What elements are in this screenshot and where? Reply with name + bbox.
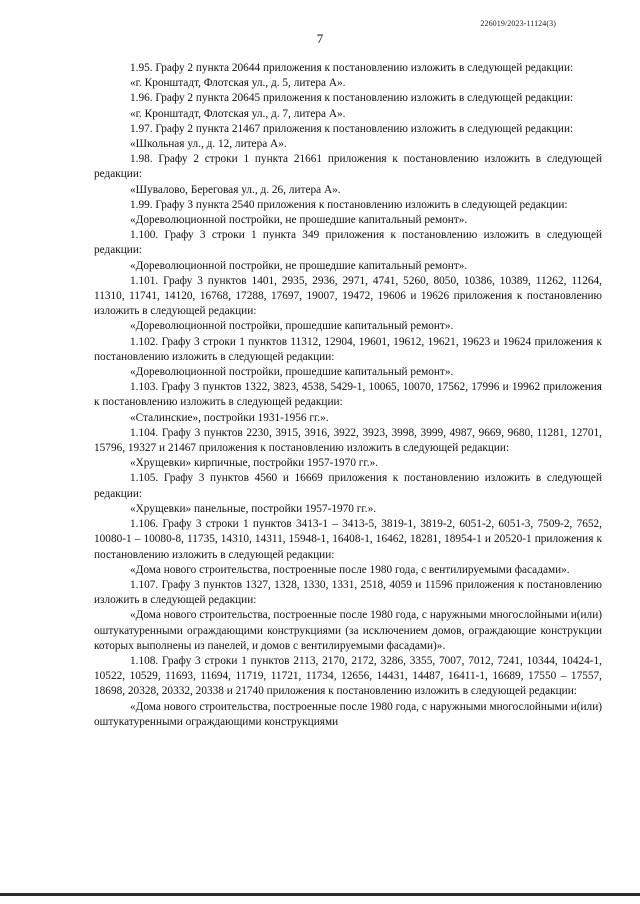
quote-1-105: «Хрущевки» панельные, постройки 1957-1970 гг.». — [130, 502, 377, 515]
page-number: 7 — [316, 31, 324, 46]
document-body — [94, 61, 602, 730]
quote-1-106: «Дома нового строительства, построенные после 1980 года, с вентилируемыми фасадами». — [130, 563, 570, 576]
paragraph-1-103: 1.103. Графу 3 пунктов 1322, 3823, 4538, 5429-1, 10065, 10070, 17562, 17996 и 19962 приложения к постановлению изложить в следующей редакции: — [94, 381, 602, 409]
quote-1-95: «г. Кронштадт, Флотская ул., д. 5, литера А». — [130, 77, 346, 90]
paragraph-1-107: 1.107. Графу 3 пунктов 1327, 1328, 1330, 1331, 2518, 4059 и 11596 приложения к постановлению изложить в следующей редакции: — [94, 578, 602, 607]
quote-1-96: «г. Кронштадт, Флотская ул., д. 7, литера А». — [130, 107, 346, 120]
quote-1-97: «Школьная ул., д. 12, литера А». — [130, 138, 287, 151]
paragraph-1-96: 1.96. Графу 2 пункта 20645 приложения к постановлению изложить в следующей редакции: — [130, 92, 574, 105]
paragraph-1-106: 1.106. Графу 3 строки 1 пунктов 3413-1 – 3413-5, 3819-1, 3819-2, 6051-2, 6051-3, 7509-2, 7652, 10080-1 – 10080-8, 11735, 14310, 14311, 15948-1, 16408-1, 16462, 18281, 18954-1 и 20520-1 приложения к постановлению изложить в следующей редакции: — [94, 518, 602, 561]
paragraph-1-99: 1.99. Графу 3 пункта 2540 приложения к постановлению изложить в следующей редакции: — [130, 198, 568, 211]
quote-1-99: «Дореволюционной постройки, не прошедшие капитальный ремонт». — [130, 214, 468, 227]
quote-1-107: «Дома нового строительства, построенные после 1980 года, с наружными многослойными и(или) оштукатуренными ограждающими конструкциями (за исключением домов, ограждающие конструкции которых выполнены из панелей, и домов с вентилируемыми фасадами)». — [94, 609, 602, 652]
paragraph-1-104: 1.104. Графу 3 пунктов 2230, 3915, 3916, 3922, 3923, 3998, 3999, 4987, 9669, 9680, 11281, 12701, 15796, 19327 и 21467 приложения к постановлению изложить в следующей редакции: — [94, 426, 602, 455]
paragraph-1-98: 1.98. Графу 2 строки 1 пункта 21661 приложения к постановлению изложить в следующей редакции: — [94, 153, 602, 181]
paragraph-1-95: 1.95. Графу 2 пункта 20644 приложения к постановлению изложить в следующей редакции: — [130, 62, 574, 74]
quote-1-108: «Дома нового строительства, построенные после 1980 года, с наружными многослойными и(или) оштукатуренными ограждающими конструкциями — [94, 700, 602, 728]
paragraph-1-105: 1.105. Графу 3 пунктов 4560 и 16669 приложения к постановлению изложить в следующей редакции: — [94, 472, 602, 500]
paragraph-1-102: 1.102. Графу 3 строки 1 пунктов 11312, 12904, 19601, 19612, 19621, 19623 и 19624 приложения к постановлению изложить в следующей редакции: — [94, 335, 602, 363]
scan-bottom-edge-divider — [0, 893, 640, 896]
paragraph-1-101: 1.101. Графу 3 пунктов 1401, 2935, 2936, 2971, 4741, 5260, 8050, 10386, 10389, 11262, 11264, 11310, 11741, 14120, 16768, 17288, 17697, 19007, 19472, 19606 и 19626 приложения к постановлению изложить в следующей редакции: — [94, 274, 602, 318]
quote-1-101: «Дореволюционной постройки, прошедшие капитальный ремонт». — [130, 320, 454, 333]
quote-1-102: «Дореволюционной постройки, прошедшие капитальный ремонт». — [130, 366, 454, 379]
paragraph-1-100: 1.100. Графу 3 строки 1 пункта 349 приложения к постановлению изложить в следующей редакции: — [94, 229, 602, 257]
quote-1-98: «Шувалово, Береговая ул., д. 26, литера А». — [130, 183, 341, 196]
paragraph-1-97: 1.97. Графу 2 пункта 21467 приложения к постановлению изложить в следующей редакции: — [130, 122, 574, 135]
document-registration-number: 226019/2023-11124(3) — [480, 19, 556, 28]
quote-1-104: «Хрущевки» кирпичные, постройки 1957-1970 гг.». — [130, 457, 379, 470]
quote-1-100: «Дореволюционной постройки, не прошедшие капитальный ремонт». — [130, 259, 468, 272]
paragraph-1-108: 1.108. Графу 3 строки 1 пунктов 2113, 2170, 2172, 3286, 3355, 7007, 7012, 7241, 10344, 10424-1, 10522, 10529, 11693, 11694, 11719, 11721, 11734, 12656, 14431, 14487, 16411-1, 16689, 17550 – 17557, 18698, 20328, 20332, 20338 и 21740 приложения к постановлению изложить в следующей редакции: — [94, 654, 602, 698]
quote-1-103: «Сталинские», постройки 1931-1956 гг.». — [130, 411, 329, 424]
